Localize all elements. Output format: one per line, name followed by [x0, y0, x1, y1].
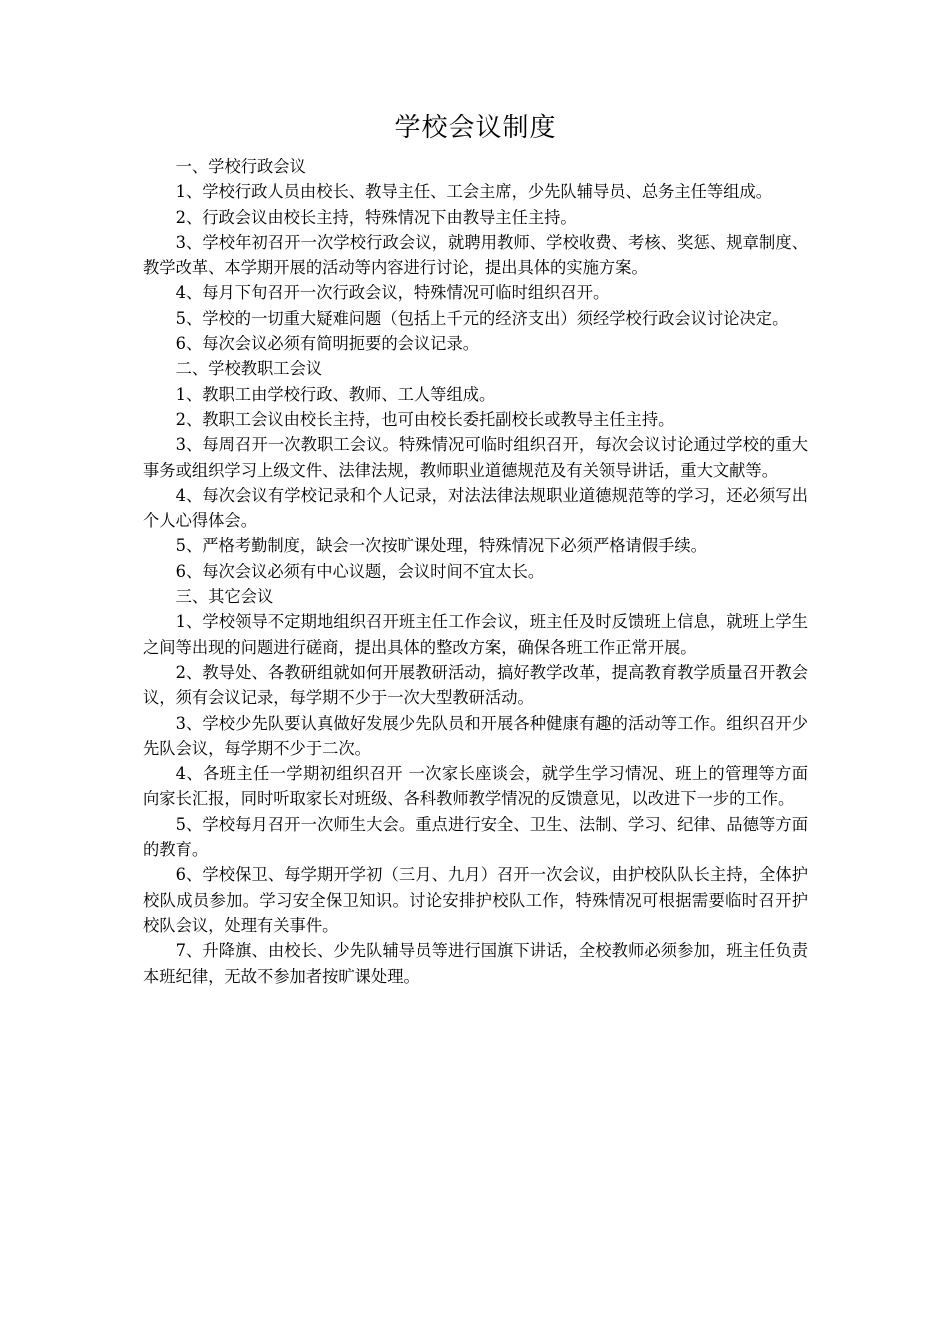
list-item: 2、教导处、各教研组就如何开展教研活动，搞好教学改革，提高教育教学质量召开教会议，须有会议记录，每学期不少于一次大型教研活动。: [143, 662, 808, 708]
list-item: 5、严格考勤制度，缺会一次按旷课处理，特殊情况下必须严格请假手续。: [175, 536, 707, 556]
list-item: 6、学校保卫、每学期开学初（三月、九月）召开一次会议，由护校队队长主持，全体护校队成员参加。学习安全保卫知识。讨论安排护校队工作，特殊情况可根据需要临时召开护校队会议，处理有关事件。: [143, 865, 808, 935]
list-item: 5、学校每月召开一次师生大会。重点进行安全、卫生、法制、学习、纪律、品德等方面的教育。: [143, 814, 808, 860]
section-administrative-meeting: [143, 154, 808, 356]
list-item: 2、教职工会议由校长主持，也可由校长委托副校长或教导主任主持。: [175, 409, 675, 429]
section-staff-meeting: [143, 356, 808, 584]
list-item: 1、教职工由学校行政、教师、工人等组成。: [175, 384, 496, 404]
list-item: 4、各班主任一学期初组织召开 一次家长座谈会，就学生学习情况、班上的管理等方面向家长汇报，同时听取家长对班级、各科教师教学情况的反馈意见，以改进下一步的工作。: [143, 764, 808, 809]
section-heading: 三、其它会议: [175, 587, 274, 607]
list-item: 3、学校年初召开一次学校行政会议，就聘用教师、学校收费、考核、奖惩、规章制度、教学改革、本学期开展的活动等内容进行讨论，提出具体的实施方案。: [143, 232, 808, 278]
list-item: 1、学校领导不定期地组织召开班主任工作会议，班主任及时反馈班上信息，就班上学生之间等出现的问题进行磋商，提出具体的整改方案，确保各班工作正常开展。: [143, 612, 808, 657]
list-item: 4、每月下旬召开一次行政会议，特殊情况可临时组织召开。: [175, 283, 610, 303]
list-item: 5、学校的一切重大疑难问题（包括上千元的经济支出）须经学校行政会议讨论决定。: [175, 308, 789, 328]
section-heading: 二、学校教职工会议: [175, 359, 323, 379]
section-heading: 一、学校行政会议: [175, 157, 306, 176]
list-item: 3、学校少先队要认真做好发展少先队员和开展各种健康有趣的活动等工作。组织召开少先队会议，每学期不少于二次。: [143, 713, 808, 758]
list-item: 3、每周召开一次教职工会议。特殊情况可临时组织召开，每次会议讨论通过学校的重大事务或组织学习上级文件、法律法规，教师职业道德规范及有关领导讲话，重大文献等。: [143, 435, 808, 480]
list-item: 6、每次会议必须有中心议题，会议时间不宜太长。: [175, 561, 545, 581]
document-title: 学校会议制度: [394, 113, 557, 143]
section-other-meetings: [143, 584, 808, 989]
list-item: 1、学校行政人员由校长、教导主任、工会主席，少先队辅导员、总务主任等组成。: [175, 182, 773, 202]
list-item: 6、每次会议必须有简明扼要的会议记录。: [175, 334, 480, 354]
list-item: 4、每次会议有学校记录和个人记录，对法法律法规职业道德规范等的学习，还必须写出个人心得体会。: [143, 485, 808, 531]
list-item: 2、行政会议由校长主持，特殊情况下由教导主任主持。: [175, 207, 577, 227]
list-item: 7、升降旗、由校长、少先队辅导员等进行国旗下讲话，全校教师必须参加，班主任负责本班纪律，无故不参加者按旷课处理。: [143, 941, 808, 986]
document-page: [143, 108, 808, 989]
